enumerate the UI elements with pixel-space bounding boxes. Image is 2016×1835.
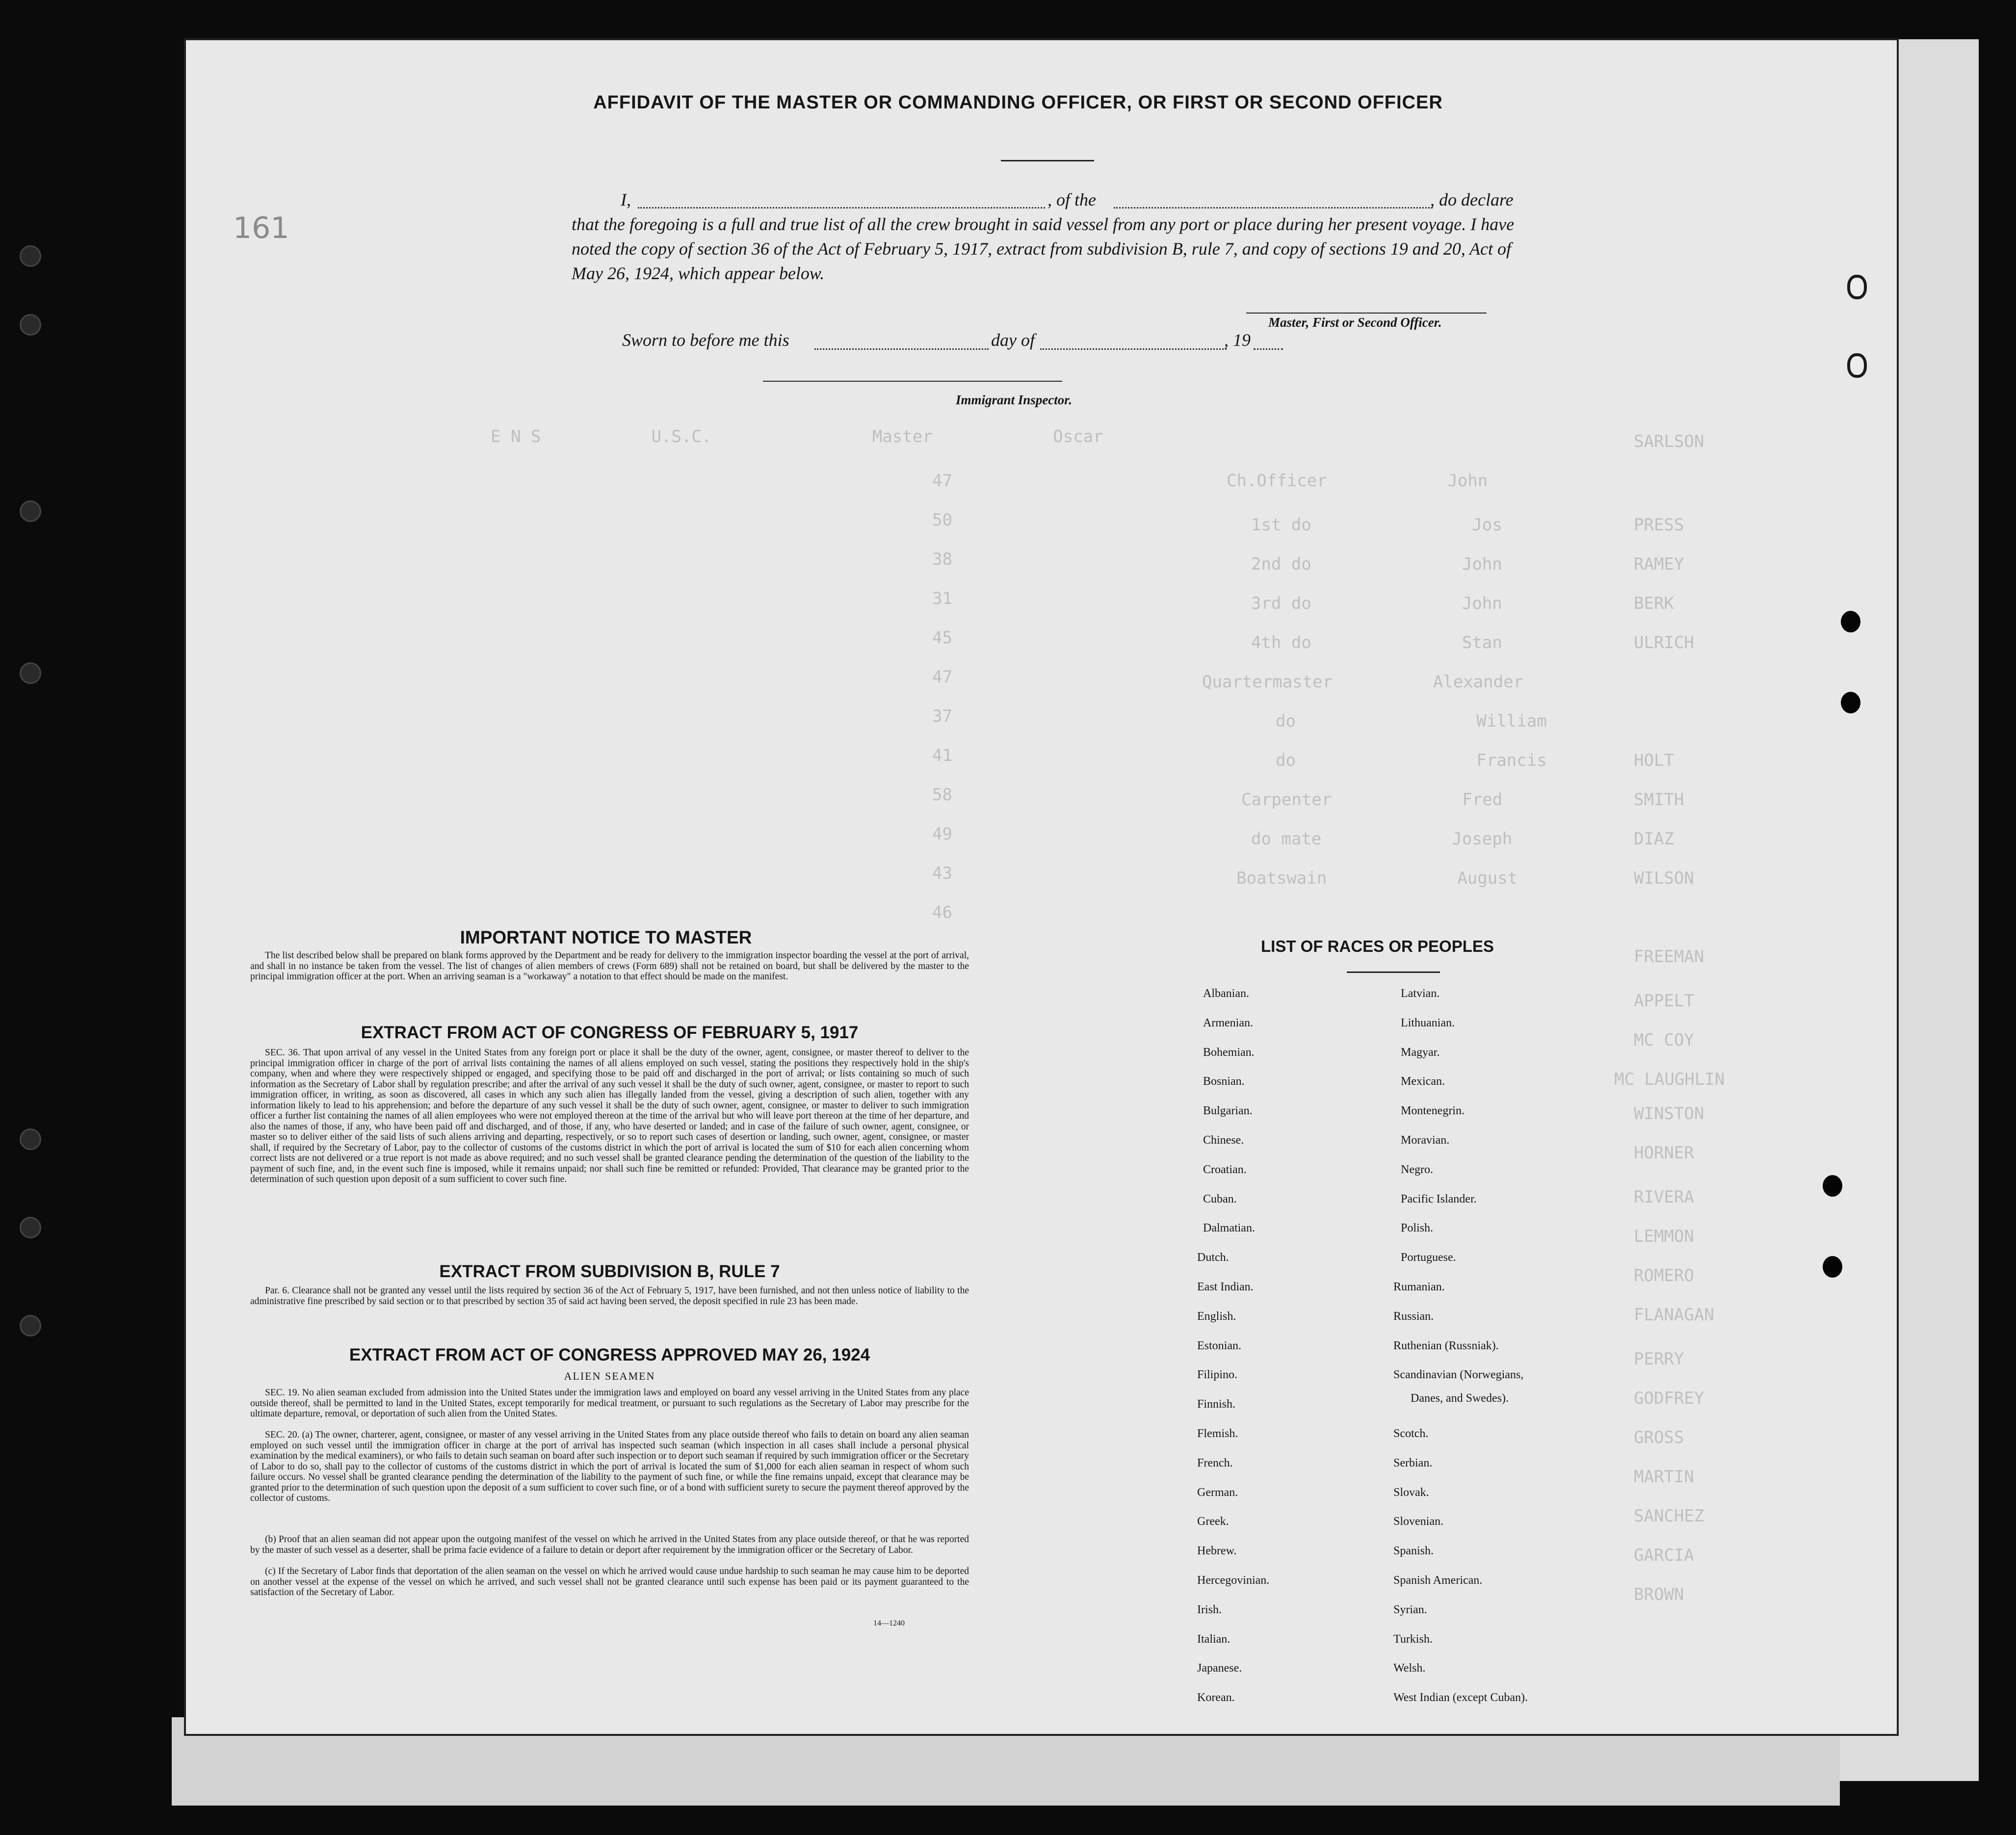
race-item: Negro. [1401, 1163, 1433, 1176]
races-title: LIST OF RACES OR PEOPLES [1261, 937, 1494, 955]
race-item: Japanese. [1197, 1662, 1242, 1675]
bleed-through-text: 47 [932, 667, 952, 687]
binding-hole [20, 662, 41, 684]
bleed-through-text: SANCHEZ [1634, 1506, 1704, 1526]
binding-hole [20, 314, 41, 336]
bleed-through-text: 46 [932, 903, 952, 922]
margin-number: 161 [233, 211, 289, 245]
bleed-through-text: 4th do Stan [1251, 633, 1502, 653]
race-item: Bulgarian. [1203, 1104, 1253, 1118]
punch-hole [1847, 275, 1867, 299]
bleed-through-text: GODFREY [1634, 1389, 1704, 1408]
bleed-through-text: HORNER [1634, 1143, 1694, 1163]
races-title-underline [1347, 971, 1440, 973]
bleed-through-text: APPELT [1634, 991, 1694, 1011]
bleed-through-text: GARCIA [1634, 1546, 1694, 1565]
bleed-through-text: E N S U.S.C. Master Oscar [491, 427, 1103, 446]
vessel-blank [1114, 207, 1433, 209]
binding-hole [20, 1315, 41, 1337]
bleed-through-text: 2nd do John [1251, 554, 1502, 574]
binding-hole [20, 1128, 41, 1150]
bleed-through-text: 49 [932, 824, 952, 844]
race-item: Croatian. [1203, 1163, 1247, 1176]
race-item: Turkish. [1393, 1632, 1433, 1646]
race-item: Russian. [1393, 1310, 1434, 1323]
sec20c-text: (c) If the Secretary of Labor finds that deportation of the alien seaman on the vessel on which he arrived would cause undue hardship to such seaman he may cause him to be deported on another vessel at the expense of the vessel on which he arrived, and such vessel shall not be granted clearance until such expense has been paid or its payment guaranteed to the satisfaction of the Secretary of Labor. [250, 1566, 969, 1598]
affidavit-declare: , do declare [1430, 190, 1514, 210]
race-item: Bosnian. [1203, 1075, 1245, 1088]
race-item: Finnish. [1197, 1398, 1236, 1411]
affidavit-title: AFFIDAVIT OF THE MASTER OR COMMANDING OFFICER, OR FIRST OR SECOND OFFICER [593, 92, 1443, 113]
notice-text: The list described below shall be prepared on blank forms approved by the Department and be ready for delivery to the immigration inspector boarding the vessel at the port of arrival, and shall in no instance be taken from the vessel. The list of changes of alien members of crews (Form 689) shall not be retained on board, but shall be delivered by the master to the principal immigration officer at the port. When an arriving seaman is a "workaway" a notation to that effect should be made on the manifest. [250, 950, 969, 982]
bleed-through-text: 50 [932, 510, 952, 530]
affidavit-of-the: , of the [1047, 190, 1096, 210]
bleed-through-text: BROWN [1634, 1585, 1684, 1604]
bleed-through-text: do Francis [1276, 751, 1547, 770]
bleed-through-text: 1st do Jos [1251, 515, 1502, 535]
bleed-through-text: WINSTON [1634, 1104, 1704, 1124]
race-item: French. [1197, 1456, 1233, 1469]
race-item: Mexican. [1401, 1075, 1445, 1088]
bleed-through-text: BERK [1634, 594, 1674, 613]
race-item: Syrian. [1393, 1603, 1427, 1616]
race-item: Welsh. [1393, 1662, 1426, 1675]
master-signature-line [1246, 313, 1487, 314]
bleed-through-text: MC LAUGHLIN [1614, 1070, 1725, 1089]
bleed-through-text: 41 [932, 746, 952, 765]
binding-hole [20, 500, 41, 522]
race-item: Scandinavian (Norwegians, [1393, 1368, 1524, 1382]
extract-1917-text: SEC. 36. That upon arrival of any vessel in the United States from any foreign port or place it shall be the duty of the owner, agent, consignee, or master thereof to deliver to the principal immigration officer in charge of the port of arrival lists containing the names of all aliens employed on such vessel, stating the positions they respectively hold in the ship's company, when and where they were respectively shipped or engaged, and specifying those to be paid off and discharged in the port of arrival; or lists containing so much of such information as the Secretary of Labor shall by regulation prescribe; and after the arrival of any such vessel it shall be the duty of such owner, agent, consignee, or master to report to such immigration officer, in writing, as soon as discovered, all cases in which any such alien has illegally landed from the vessel, giving a description of such alien, together with any information likely to lead to his apprehension; and before the departure of any such vessel it shall be the duty of such owner, agent, consignee, or master to deliver to such immigration officer a further list containing the names of all alien employees who were not employed thereon at the time of the arrival but who will leave port thereon at the time of her departure, and also the names of those, if any, who have been paid off and discharged, and of those, if any, who have deserted or landed; and in case of the failure of such owner, agent, consignee, or master so to deliver either of the said lists of such aliens arriving and departing, respectively, or so to report such cases of desertion or landing, such owner, agent, consignee, or master shall, if required by the Secretary of Labor, pay to the collector of customs of the customs district in which the port of arrival is located the sum of $10 for each alien concerning whom correct lists are not delivered or a true report is not made as above required; and no such vessel shall be granted clearance pending the determination of the question of the liability to the payment of such fine, and, in the event such fine is imposed, while it remains unpaid; nor shall such fine be remitted or refunded: Provided, That clearance may be granted prior to the determination of such question upon deposit of a sum sufficient to cover such fine. [250, 1048, 969, 1184]
sworn-year: , 19 [1224, 330, 1251, 350]
bleed-through-text: ROMERO [1634, 1266, 1694, 1285]
bleed-through-text: 31 [932, 589, 952, 608]
race-item: Dalmatian. [1203, 1222, 1255, 1235]
binding-hole [20, 1217, 41, 1238]
race-item: Magyar. [1401, 1046, 1440, 1059]
race-item: West Indian (except Cuban). [1393, 1691, 1528, 1704]
race-item: Latvian. [1401, 987, 1440, 1000]
bleed-through-text: MARTIN [1634, 1467, 1694, 1487]
name-blank [638, 207, 1045, 209]
master-caption: Master, First or Second Officer. [1268, 315, 1442, 330]
race-item: Hercegovinian. [1197, 1574, 1270, 1587]
race-item: Rumanian. [1393, 1281, 1445, 1293]
race-item: Armenian. [1203, 1016, 1253, 1029]
bleed-through-text: FLANAGAN [1634, 1305, 1714, 1325]
bleed-through-text: MC COY [1634, 1030, 1694, 1050]
bleed-through-text: Carpenter Fred [1241, 790, 1503, 810]
race-item: Slovak. [1393, 1486, 1429, 1499]
punch-hole [1841, 611, 1860, 632]
race-item: Korean. [1197, 1691, 1235, 1704]
race-item: Estonian. [1197, 1339, 1241, 1352]
race-item: Dutch. [1197, 1251, 1229, 1264]
title-underline [1001, 160, 1094, 161]
race-item: Hebrew. [1197, 1545, 1237, 1558]
race-item: Danes, and Swedes). [1411, 1392, 1509, 1405]
race-item: Bohemian. [1203, 1046, 1255, 1059]
sworn-day-blank [814, 348, 989, 350]
race-item: Filipino. [1197, 1368, 1238, 1382]
bleed-through-text: PRESS [1634, 515, 1684, 535]
race-item: Scotch. [1393, 1427, 1429, 1440]
bleed-through-text: 43 [932, 864, 952, 883]
inspector-signature-line [763, 381, 1062, 382]
sworn-day-of: day of [991, 330, 1035, 350]
punch-hole [1823, 1256, 1842, 1278]
extract-rule7-title: EXTRACT FROM SUBDIVISION B, RULE 7 [439, 1262, 780, 1281]
bleed-through-text: GROSS [1634, 1428, 1684, 1447]
race-item: Lithuanian. [1401, 1016, 1455, 1029]
race-item: German. [1197, 1486, 1238, 1499]
sec20a-text: SEC. 20. (a) The owner, charterer, agent, consignee, or master of any vessel arriving in the United States from any place outside thereof who fails to detain on board any alien seaman employed on such vessel until the immigration officer in charge at the port of arrival has inspected such seaman (which inspection in all cases shall include a personal physical examination by the medical examiners), or who fails to detain such seaman on board after such inspection or to deport such seaman if required by such immigration officer or the Secretary of Labor to do so, shall pay to the collector of customs of the customs district in which the port of arrival is located the sum of $1,000 for each alien seaman in respect of whom such failure occurs. No vessel shall be granted clearance pending the determination of the liability to the payment of such fine, or while the fine remains unpaid, except that clearance may be granted prior to the determination of such question upon the deposit of a sum sufficient to cover such fine, or of a bond with sufficient surety to secure the payment thereof approved by the collector of customs. [250, 1430, 969, 1503]
bleed-through-text: HOLT [1634, 751, 1674, 770]
affidavit-line-i: I, [621, 190, 631, 210]
race-item: Spanish American. [1393, 1574, 1483, 1587]
bleed-through-text: 45 [932, 628, 952, 648]
sec19-text: SEC. 19. No alien seaman excluded from admission into the United States under the immigration laws and employed on board any vessel arriving in the United States from any place outside thereof, shall be permitted to land in the United States, except temporarily for medical treatment, or pursuant to such regulations as the Secretary of Labor may prescribe for the ultimate departure, removal, or deportation of such alien from the United States. [250, 1388, 969, 1419]
bleed-through-text: LEMMON [1634, 1227, 1694, 1246]
race-item: Albanian. [1203, 987, 1249, 1000]
race-item: Cuban. [1203, 1192, 1237, 1206]
sec20b-text: (b) Proof that an alien seaman did not appear upon the outgoing manifest of the vessel on which he arrived in the United States from any place outside thereof, or that he was reported by the master of such vessel as a deserter, shall be prima facie evidence of a failure to detain or deport after requirement by the immigration officer or the Secretary of Labor. [250, 1534, 969, 1555]
race-item: Chinese. [1203, 1134, 1244, 1147]
race-item: Montenegrin. [1401, 1104, 1465, 1118]
bleed-through-text: ULRICH [1634, 633, 1694, 653]
bleed-through-text: Boatswain August [1236, 868, 1518, 888]
sworn-prefix: Sworn to before me this [622, 330, 789, 350]
bleed-through-text: do William [1276, 711, 1547, 731]
bleed-through-text: PERRY [1634, 1349, 1684, 1369]
extract-1924-title: EXTRACT FROM ACT OF CONGRESS APPROVED MAY 26, 1924 [349, 1345, 870, 1364]
bleed-through-text: do mate Joseph [1251, 829, 1513, 849]
bleed-through-text: Ch.Officer John [1227, 471, 1488, 491]
alien-seamen-subtitle: ALIEN SEAMEN [564, 1370, 655, 1382]
sworn-year-blank [1254, 348, 1283, 350]
bleed-through-text: 47 [932, 471, 952, 491]
inspector-caption: Immigrant Inspector. [956, 393, 1073, 407]
bleed-through-text: SMITH [1634, 790, 1684, 810]
race-item: East Indian. [1197, 1281, 1254, 1293]
race-item: Portuguese. [1401, 1251, 1456, 1264]
punch-hole [1823, 1175, 1842, 1197]
race-item: English. [1197, 1310, 1236, 1323]
bleed-through-text: RAMEY [1634, 554, 1684, 574]
race-item: Moravian. [1401, 1134, 1450, 1147]
race-item: Pacific Islander. [1401, 1192, 1477, 1206]
bleed-through-text: SARLSON [1634, 432, 1704, 451]
race-item: Ruthenian (Russniak). [1393, 1339, 1499, 1352]
race-item: Flemish. [1197, 1427, 1238, 1440]
race-item: Polish. [1401, 1222, 1434, 1235]
race-item: Greek. [1197, 1515, 1229, 1528]
race-item: Serbian. [1393, 1456, 1433, 1469]
affidavit-body: that the foregoing is a full and true list of all the crew brought in said vessel from any port or place during her present voyage. I have noted the copy of section 36 of the Act of February 5, 1917, extract from subdivision B, rule 7, and copy of sections 19 and 20, Act of May 26, 1924, which appear below. [572, 214, 1515, 283]
bleed-through-text: DIAZ [1634, 829, 1674, 849]
race-item: Slovenian. [1393, 1515, 1443, 1528]
bleed-through-text: WILSON [1634, 868, 1694, 888]
notice-title: IMPORTANT NOTICE TO MASTER [460, 927, 752, 947]
bleed-through-text: RIVERA [1634, 1187, 1694, 1207]
binding-hole [20, 245, 41, 267]
form-number: 14—1240 [873, 1619, 905, 1627]
race-item: Italian. [1197, 1632, 1231, 1646]
bleed-through-text: 37 [932, 707, 952, 726]
bleed-through-text: Quartermaster Alexander [1202, 672, 1524, 692]
race-item: Irish. [1197, 1603, 1222, 1616]
extract-rule7-text: Par. 6. Clearance shall not be granted any vessel until the lists required by section 36 of the Act of February 5, 1917, have been furnished, and not then unless notice of liability to the administrative fine prescribed by said section or to that prescribed by section 35 of said act having been served, the deposit specified in rule 23 has been made. [250, 1285, 969, 1307]
bleed-through-text: 3rd do John [1251, 594, 1502, 613]
extract-1917-title: EXTRACT FROM ACT OF CONGRESS OF FEBRUARY 5, 1917 [361, 1023, 859, 1042]
punch-hole [1841, 692, 1860, 713]
bleed-through-text: 38 [932, 550, 952, 569]
sworn-month-blank [1040, 348, 1227, 350]
bleed-through-text: 58 [932, 785, 952, 805]
race-item: Spanish. [1393, 1545, 1434, 1558]
bleed-through-text: FREEMAN [1634, 947, 1704, 967]
punch-hole [1847, 353, 1867, 378]
